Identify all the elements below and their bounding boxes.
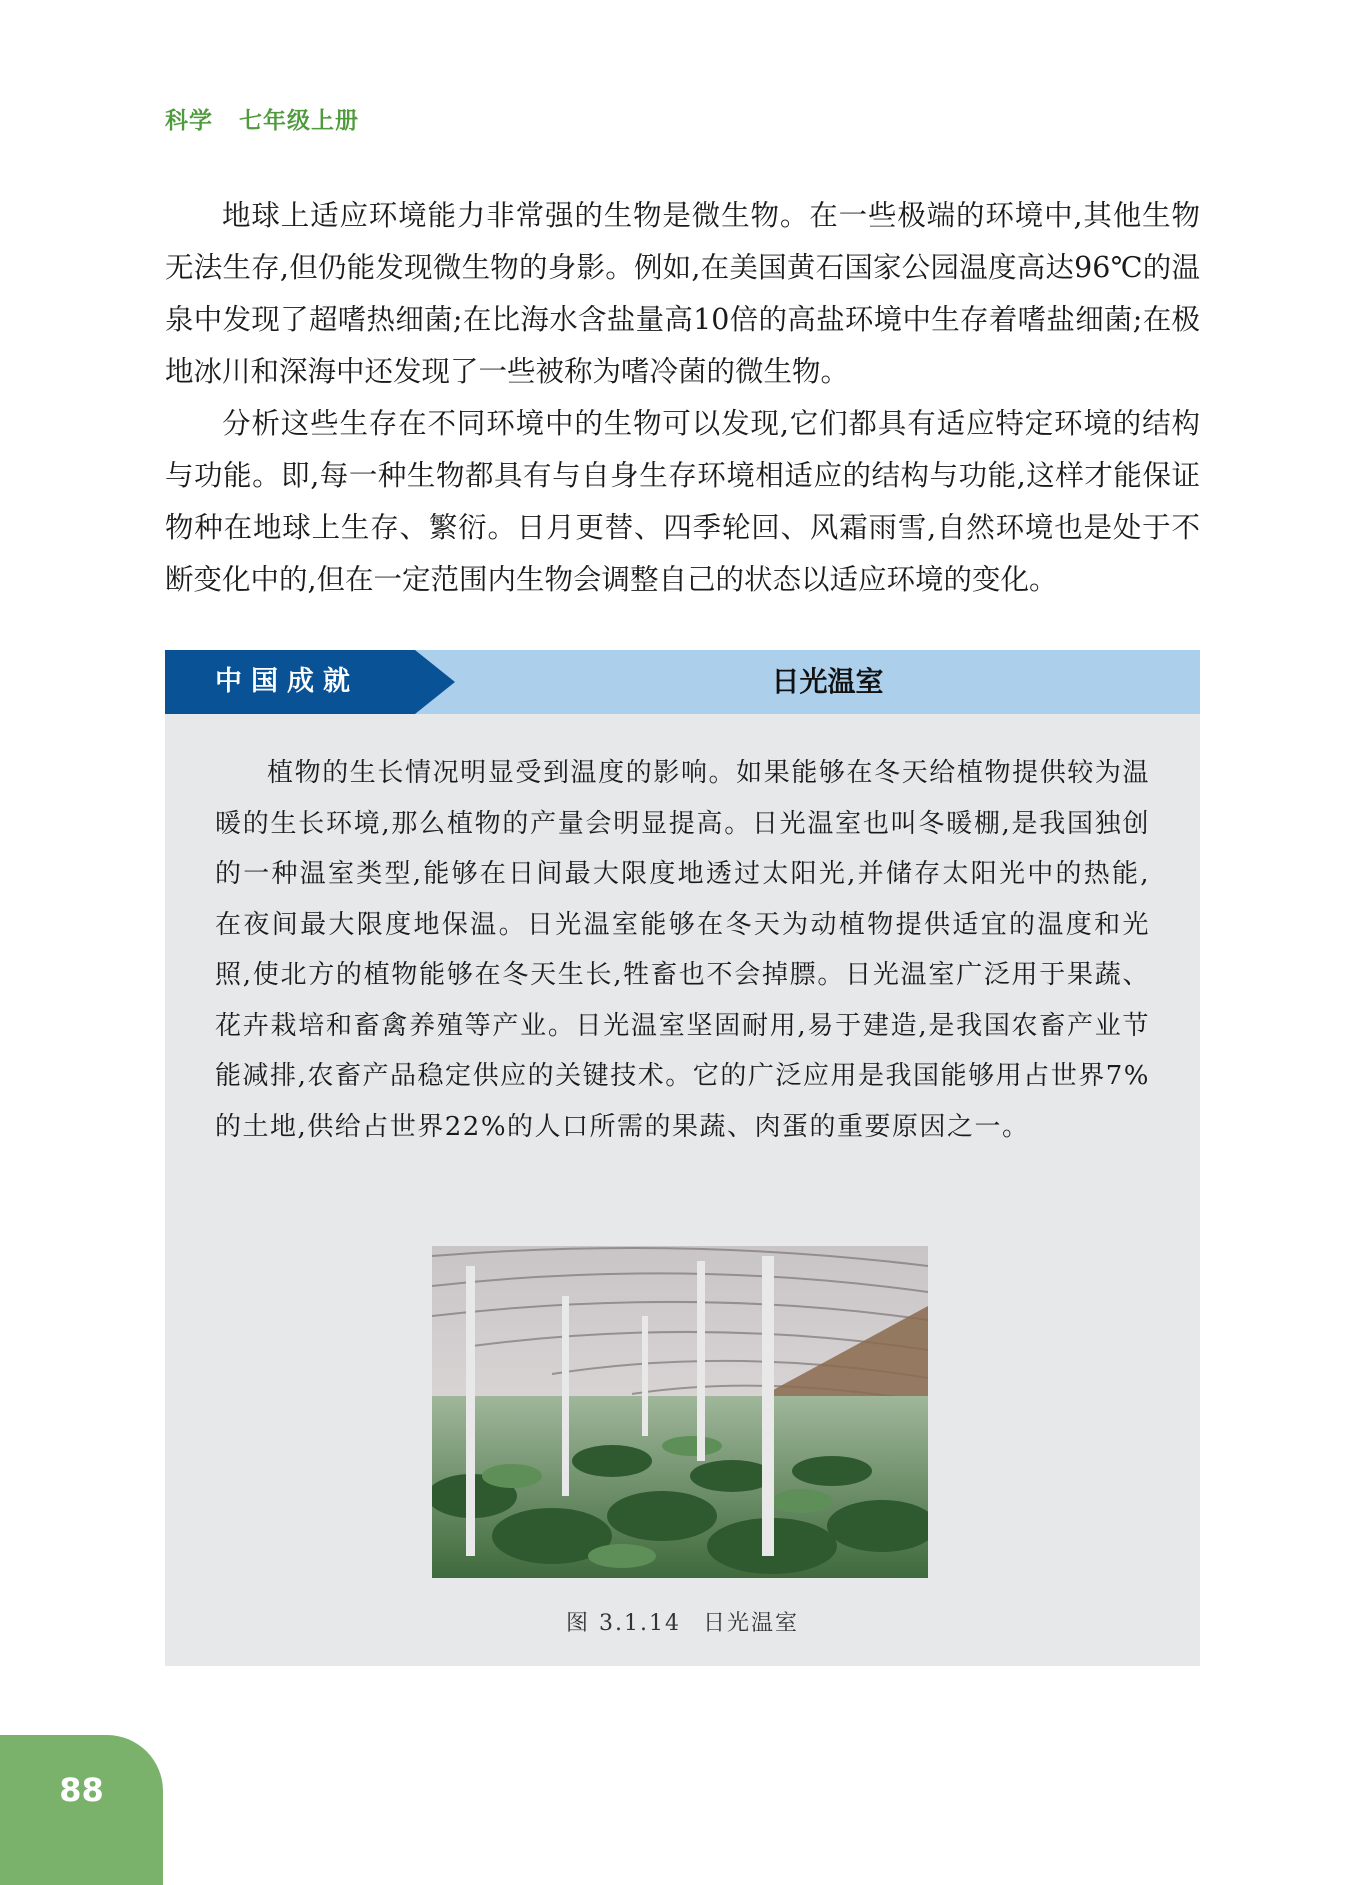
feature-text [215,748,1150,1152]
figure-caption [165,1606,1200,1637]
paragraph: 分析这些生存在不同环境中的生物可以发现,它们都具有适应特定环境的结构与功能。即,每一种生物都具有与自身生存环境相适应的结构与功能,这样才能保证物种在地球上生存、繁衍。日月更替、四季轮回、风霜雨雪,自然环境也是处于不断变化中的,但在一定范围内生物会调整自己的状态以适应环境的变化。 [165,407,1200,596]
feature-title: 日光温室 [771,665,884,698]
figure-number: 图 3.1.14 [566,1611,681,1636]
running-head [165,102,359,135]
greenhouse-photo [432,1246,928,1578]
feature-tag: 中国成就 [215,666,359,697]
page-number: 88 [59,1771,104,1809]
figure-caption-text: 日光温室 [702,1611,799,1636]
greenhouse-illustration [432,1246,928,1578]
paragraph: 植物的生长情况明显受到温度的影响。如果能够在冬天给植物提供较为温暖的生长环境,那么植物的产量会明显提高。日光温室也叫冬暖棚,是我国独创的一种温室类型,能够在日间最大限度地透过太阳光,并储存太阳光中的热能,在夜间最大限度地保温。日光温室能够在冬天为动植物提供适宜的温度和光照,使北方的植物能够在冬天生长,牲畜也不会掉膘。日光温室广泛用于果蔬、花卉栽培和畜禽养殖等产业。日光温室坚固耐用,易于建造,是我国农畜产业节能减排,农畜产品稳定供应的关键技术。它的广泛应用是我国能够用占世界7%的土地,供给占世界22%的人口所需的果蔬、肉蛋的重要原因之一。 [215,758,1150,1142]
subject-label: 科学 [165,108,213,134]
grade-label: 七年级上册 [239,108,359,134]
main-text [165,190,1200,606]
page-number-tab [0,1735,163,1885]
feature-box-header [165,650,1200,714]
paragraph: 地球上适应环境能力非常强的生物是微生物。在一些极端的环境中,其他生物无法生存,但仍能发现微生物的身影。例如,在美国黄石国家公园温度高达96℃的温泉中发现了超嗜热细菌;在比海水含盐量高10倍的高盐环境中生存着嗜盐细菌;在极地冰川和深海中还发现了一些被称为嗜冷菌的微生物。 [165,199,1200,388]
feature-box [165,650,1200,1666]
